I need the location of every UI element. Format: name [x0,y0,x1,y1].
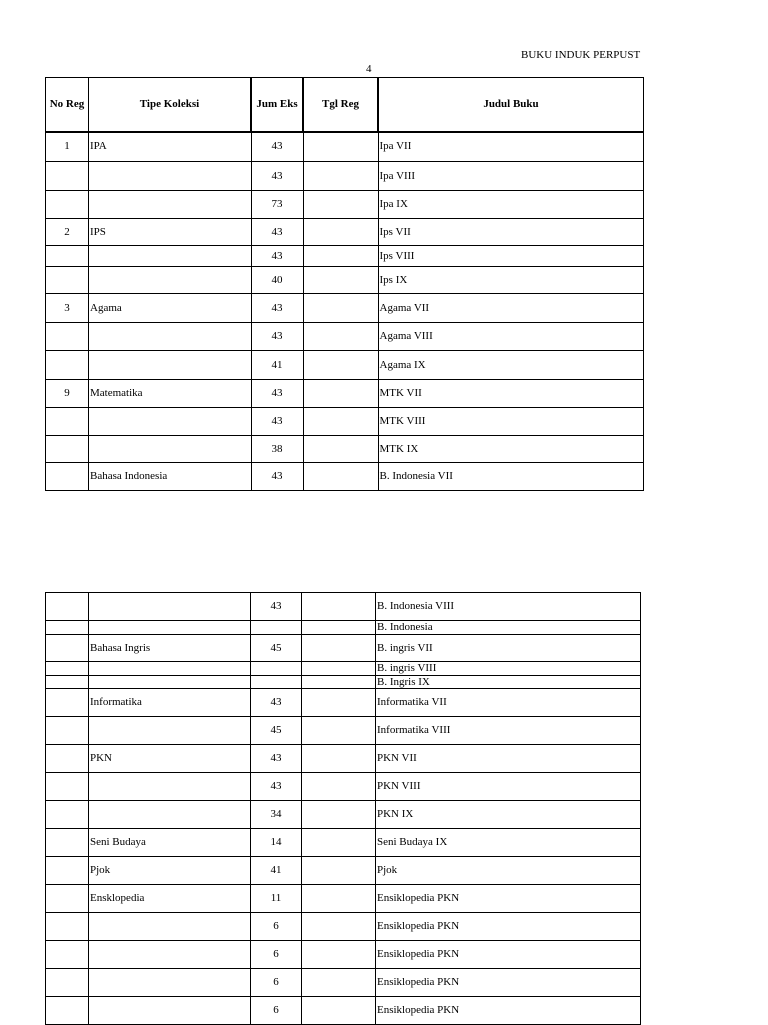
register-table-bottom [45,592,641,1025]
cell-jum: 43 [251,593,302,621]
cell-no [46,717,89,745]
cell-tgl [302,941,376,969]
cell-tgl [303,191,378,219]
table-row [46,745,641,773]
cell-no [46,773,89,801]
table-row [46,621,641,635]
cell-tipe [89,773,251,801]
cell-tgl [302,689,376,717]
table-row [46,801,641,829]
cell-no [46,323,89,351]
cell-tipe: Ensklopedia [89,885,251,913]
cell-judul: Informatika VIII [376,717,641,745]
cell-judul: Agama VIII [378,323,644,351]
cell-judul: Ips VII [378,219,644,246]
cell-no [46,635,89,662]
table-row [46,829,641,857]
cell-tipe: Agama [89,294,252,323]
cell-jum: 43 [251,380,303,408]
cell-jum: 43 [251,323,303,351]
table-row [46,351,644,380]
cell-tgl [303,351,378,380]
register-table-top [45,77,644,491]
cell-judul: Ensiklopedia PKN [376,913,641,941]
cell-judul: Informatika VII [376,689,641,717]
cell-tipe [89,662,251,676]
table-row [46,323,644,351]
table-row [46,676,641,689]
cell-no [46,351,89,380]
cell-judul: Ensiklopedia PKN [376,941,641,969]
table-row [46,885,641,913]
cell-no: 1 [46,132,89,162]
cell-tgl [303,219,378,246]
column-header-tipe-koleksi: Tipe Koleksi [89,78,252,132]
table-row [46,689,641,717]
cell-judul: Ips IX [378,267,644,294]
cell-tipe [89,246,252,267]
cell-jum: 43 [251,408,303,436]
cell-tipe: Informatika [89,689,251,717]
cell-jum: 43 [251,132,303,162]
cell-no [46,829,89,857]
cell-jum: 43 [251,745,302,773]
table-row [46,408,644,436]
cell-tipe [89,676,251,689]
cell-tgl [303,380,378,408]
cell-tipe [89,191,252,219]
table-row [46,294,644,323]
cell-tgl [303,267,378,294]
cell-jum: 11 [251,885,302,913]
cell-no [46,745,89,773]
cell-no [46,997,89,1025]
table-row [46,941,641,969]
table-row [46,717,641,745]
cell-judul: B. ingris VII [376,635,641,662]
cell-judul: Ensiklopedia PKN [376,885,641,913]
cell-no: 2 [46,219,89,246]
cell-tgl [303,323,378,351]
cell-tgl [303,246,378,267]
cell-jum: 43 [251,246,303,267]
cell-judul: B. Indonesia VIII [376,593,641,621]
table-row [46,593,641,621]
cell-tgl [302,801,376,829]
cell-tipe [89,436,252,463]
cell-tgl [302,593,376,621]
cell-tgl [302,662,376,676]
cell-judul: Agama VII [378,294,644,323]
cell-tgl [303,463,378,491]
cell-judul: PKN IX [376,801,641,829]
cell-tgl [302,773,376,801]
cell-jum: 6 [251,913,302,941]
cell-judul: Ipa IX [378,191,644,219]
cell-tgl [302,969,376,997]
cell-tgl [302,913,376,941]
cell-no [46,969,89,997]
cell-judul: MTK VIII [378,408,644,436]
table-row [46,773,641,801]
cell-tgl [303,294,378,323]
column-header-tgl-reg: Tgl Reg [303,78,378,132]
cell-tipe: Bahasa Indonesia [89,463,252,491]
cell-no [46,885,89,913]
cell-jum [251,621,302,635]
cell-jum: 41 [251,351,303,380]
cell-jum: 43 [251,219,303,246]
cell-tipe [89,913,251,941]
table-row [46,913,641,941]
cell-no [46,267,89,294]
cell-no [46,621,89,635]
cell-no [46,246,89,267]
cell-jum: 43 [251,294,303,323]
cell-tipe [89,351,252,380]
cell-no [46,662,89,676]
page-number: 4 [366,63,372,75]
cell-no [46,913,89,941]
table-row [46,463,644,491]
cell-jum: 14 [251,829,302,857]
cell-tgl [302,997,376,1025]
cell-jum: 6 [251,997,302,1025]
table-row [46,267,644,294]
cell-jum: 45 [251,717,302,745]
cell-judul: Seni Budaya IX [376,829,641,857]
cell-tgl [302,717,376,745]
cell-judul: Ensiklopedia PKN [376,997,641,1025]
column-header-jum-eks: Jum Eks [251,78,303,132]
cell-jum [251,676,302,689]
cell-no [46,857,89,885]
cell-no [46,593,89,621]
table-row [46,969,641,997]
cell-tipe [89,621,251,635]
table-row [46,219,644,246]
cell-no: 9 [46,380,89,408]
cell-jum: 34 [251,801,302,829]
cell-tgl [302,857,376,885]
cell-jum [251,662,302,676]
cell-tipe: Pjok [89,857,251,885]
table-row [46,997,641,1025]
cell-judul: B. Indonesia [376,621,641,635]
table-row [46,635,641,662]
cell-judul: PKN VIII [376,773,641,801]
cell-tipe [89,323,252,351]
cell-tgl [303,162,378,191]
cell-judul: MTK IX [378,436,644,463]
cell-tipe [89,408,252,436]
cell-judul: MTK VII [378,380,644,408]
table-row [46,191,644,219]
cell-tipe [89,593,251,621]
cell-no [46,801,89,829]
cell-tgl [302,885,376,913]
table-row [46,380,644,408]
cell-judul: Ipa VII [378,132,644,162]
cell-judul: B. ingris VIII [376,662,641,676]
cell-tipe [89,162,252,191]
cell-tipe [89,267,252,294]
cell-tipe [89,969,251,997]
cell-tgl [302,621,376,635]
cell-no [46,408,89,436]
cell-jum: 6 [251,969,302,997]
cell-jum: 73 [251,191,303,219]
cell-no: 3 [46,294,89,323]
cell-tgl [303,132,378,162]
table-row [46,857,641,885]
cell-judul: Pjok [376,857,641,885]
cell-jum: 41 [251,857,302,885]
cell-tipe [89,801,251,829]
cell-jum: 40 [251,267,303,294]
table-row [46,436,644,463]
cell-jum: 45 [251,635,302,662]
cell-no [46,191,89,219]
cell-tgl [303,436,378,463]
cell-tipe: Matematika [89,380,252,408]
cell-jum: 43 [251,162,303,191]
cell-tipe [89,941,251,969]
cell-tipe [89,717,251,745]
cell-tgl [302,745,376,773]
cell-no [46,436,89,463]
cell-no [46,689,89,717]
cell-tipe: IPS [89,219,252,246]
cell-judul: PKN VII [376,745,641,773]
column-header-judul-buku: Judul Buku [378,78,644,132]
cell-no [46,676,89,689]
table-row [46,132,644,162]
cell-judul: Agama IX [378,351,644,380]
cell-jum: 6 [251,941,302,969]
cell-jum: 43 [251,773,302,801]
table-row [46,162,644,191]
cell-tipe: Bahasa Ingris [89,635,251,662]
table-row [46,246,644,267]
cell-jum: 43 [251,463,303,491]
cell-tipe: Seni Budaya [89,829,251,857]
cell-tipe [89,997,251,1025]
cell-tgl [303,408,378,436]
cell-judul: B. Indonesia VII [378,463,644,491]
column-header-no-reg: No Reg [46,78,89,132]
cell-tgl [302,829,376,857]
cell-jum: 43 [251,689,302,717]
document-title: BUKU INDUK PERPUST [521,49,641,61]
cell-judul: Ensiklopedia PKN [376,969,641,997]
cell-tipe: PKN [89,745,251,773]
cell-no [46,941,89,969]
cell-no [46,463,89,491]
cell-judul: Ips VIII [378,246,644,267]
cell-tgl [302,676,376,689]
cell-judul: Ipa VIII [378,162,644,191]
cell-jum: 38 [251,436,303,463]
cell-tgl [302,635,376,662]
cell-judul: B. Ingris IX [376,676,641,689]
cell-no [46,162,89,191]
cell-tipe: IPA [89,132,252,162]
table-row [46,662,641,676]
